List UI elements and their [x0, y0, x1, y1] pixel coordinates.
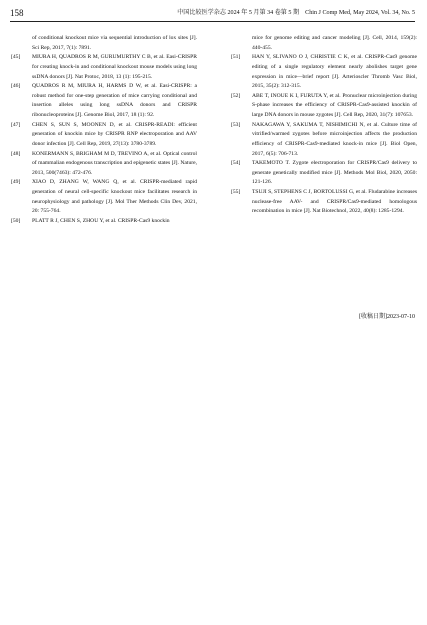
- reference-text: NAKAGAWA Y, SAKUMA T, NISHIMICHI N, et al. Culture time of vitrified/warmed zygotes before microinjection affects the production efficiency of CRISPR-Cas9-mediated knock-in mice [J]. Biol Open, 2017, 6(5): 706-713.: [252, 121, 417, 157]
- reference-entry: [11, 82, 197, 121]
- reference-entry: [11, 217, 197, 227]
- reference-entry: [11, 150, 197, 179]
- reference-number: [55]: [231, 189, 241, 195]
- reference-number: [45]: [11, 54, 21, 61]
- journal-citation-line: 中国比较医学杂志 2024 年 5 月第 34 卷第 5 期 Chin J Comp Med, May 2024, Vol. 34, No. 5: [177, 10, 415, 16]
- reference-number: [47]: [11, 121, 21, 128]
- reference-number: [50]: [11, 217, 21, 224]
- running-header: [10, 7, 415, 22]
- reference-entry: [231, 53, 417, 92]
- reference-number: [46]: [11, 83, 21, 90]
- reference-text: QUADROS R M, MIURA H, HARMS D W, et al. Easi-CRISPR: a robust method for one-step generation of mice carrying conditional and insertion alleles using long ssDNA donors and CRISPR ribonucleoproteins [J]. Genome Biol, 2017, 18 (1): 92.: [32, 83, 197, 118]
- reference-continuation: of conditional knockout mice via sequential introduction of lox sites [J]. Sci Rep, 2017, 7(1): 7891.: [32, 35, 197, 51]
- reference-entry: [231, 121, 417, 160]
- reference-entry: [231, 159, 417, 188]
- page-number: 158: [10, 8, 24, 18]
- reference-entry: [11, 178, 197, 217]
- reference-text: ABE T, INOUE K I, FURUTA Y, et al. Pronuclear microinjection during S-phase increases the efficiency of CRISPR-Cas9-assisted knockin of large DNA donors in mouse zygotes [J]. Cell Rep, 2020, 31(7): 107653.: [252, 92, 417, 118]
- reference-entry: [231, 188, 417, 217]
- reference-number: [48]: [11, 150, 21, 157]
- reference-text: HAN Y, SLIVANO O J, CHRISTIE C K, et al. CRISPR-Cas9 genome editing of a single regulatory element nearly abolishes target gene expression in mice—brief report [J]. Arterioscler Thromb Vasc Biol, 2015, 35(2): 312-315.: [252, 54, 417, 90]
- reference-text: TSUJI S, STEPHENS C J, BORTOLUSSI G, et al. Fludarabine increases nuclease-free AAV- and CRISPR/Cas9-mediated homologous recombination in mice [J]. Nat Biotechnol, 2022, 40(8): 1285-1294.: [252, 189, 417, 215]
- reference-text: MIURA H, QUADROS R M, GURUMURTHY C B, et al. Easi-CRISPR for creating knock-in and conditional knockout mouse models using long ssDNA donors [J]. Nat Protoc, 2018, 13 (1): 195-215.: [32, 54, 197, 80]
- reference-entry: [11, 121, 197, 150]
- reference-text: KONERMANN S, BRIGHAM M D, TREVINO A, et al. Optical control of mammalian endogenous transcription and epigenetic states [J]. Nature, 2013, 500(7463): 472-476.: [32, 150, 197, 176]
- reference-text: TAKEMOTO T. Zygote electroporation for CRISPR/Cas9 delivery to generate genetically modified mice [J]. Methods Mol Biol, 2020, 2050: 121-126.: [252, 160, 417, 186]
- reference-text: XIAO D, ZHANG W, WANG Q, et al. CRISPR-mediated rapid generation of neural cell-specific knockout mice facilitates research in neurophysiology and pathology [J]. Mol Ther Methods Clin Dev, 2021, 20: 755-764.: [32, 179, 197, 215]
- reference-continuation: mice for genome editing and cancer modeling [J]. Cell, 2014, 159(2): 440-455.: [252, 35, 417, 51]
- reference-text: PLATT R J, CHEN S, ZHOU Y, et al. CRISPR-Cas9 knockin: [32, 217, 170, 224]
- reference-entry: [11, 53, 197, 82]
- reference-number: [53]: [231, 121, 241, 128]
- reference-number: [51]: [231, 54, 241, 61]
- reference-text: CHEN S, SUN S, MOONEN D, et al. CRISPR-READI: efficient generation of knockin mice by CRISPR RNP electroporation and AAV donor infection [J]. Cell Rep, 2019, 27(13): 3780-3789.: [32, 121, 197, 147]
- reference-number: [49]: [11, 179, 21, 186]
- received-date: [收稿日期]2023-07-10: [359, 314, 415, 320]
- references-right-column: [231, 34, 417, 217]
- reference-number: [52]: [231, 92, 241, 99]
- references-left-column: [11, 34, 197, 227]
- reference-number: [54]: [231, 160, 241, 167]
- reference-entry: [231, 92, 417, 121]
